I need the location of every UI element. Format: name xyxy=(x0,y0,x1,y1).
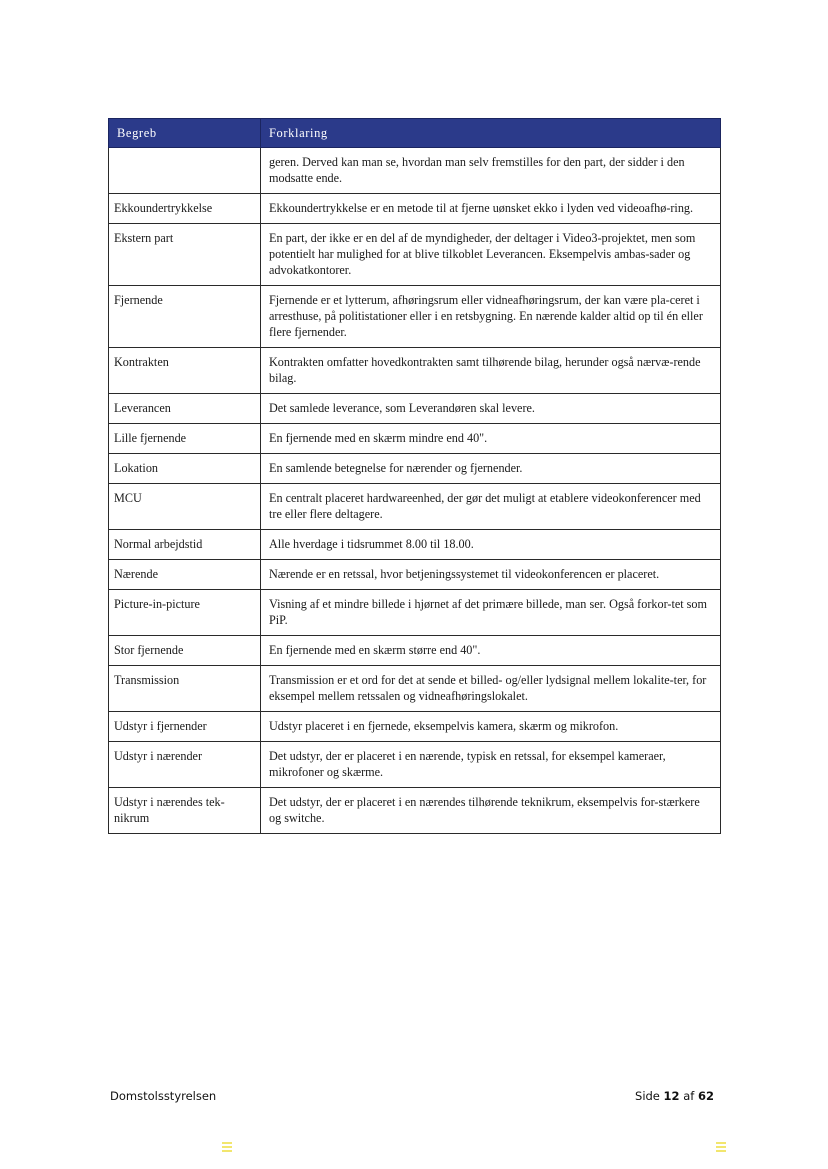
term-cell: Udstyr i fjernender xyxy=(109,712,261,742)
page-separator: af xyxy=(683,1089,695,1103)
table-row xyxy=(109,424,721,454)
definition-cell: En samlende betegnelse for nærender og fjernender. xyxy=(261,454,721,484)
definition-cell: Det samlede leverance, som Leverandøren skal levere. xyxy=(261,394,721,424)
term-cell: Stor fjernende xyxy=(109,636,261,666)
term-cell: Picture-in-picture xyxy=(109,590,261,636)
table-row xyxy=(109,666,721,712)
definition-cell: Kontrakten omfatter hovedkontrakten samt tilhørende bilag, herunder også nærvæ-rende bilag. xyxy=(261,348,721,394)
table-row xyxy=(109,742,721,788)
header-term: Begreb xyxy=(109,119,261,148)
footer-page-indicator xyxy=(635,1089,714,1103)
table-row xyxy=(109,590,721,636)
definition-cell: Fjernende er et lytterum, afhøringsrum eller vidneafhøringsrum, der kan være pla-ceret i arresthuse, på politistationer eller i en retsbygning. En nærende kalder altid op til én eller flere fjernender. xyxy=(261,286,721,348)
glossary-table xyxy=(108,118,721,834)
glossary-body xyxy=(109,148,721,834)
term-cell: Transmission xyxy=(109,666,261,712)
table-row xyxy=(109,484,721,530)
table-row xyxy=(109,348,721,394)
term-cell: Ekstern part xyxy=(109,224,261,286)
definition-cell: Det udstyr, der er placeret i en nærende, typisk en retssal, for eksempel kameraer, mikrofoner og skærme. xyxy=(261,742,721,788)
term-cell: Leverancen xyxy=(109,394,261,424)
table-row xyxy=(109,560,721,590)
term-cell: Lille fjernende xyxy=(109,424,261,454)
table-row xyxy=(109,712,721,742)
definition-cell: En fjernende med en skærm mindre end 40". xyxy=(261,424,721,454)
margin-mark-icon xyxy=(222,1142,232,1156)
footer-organization: Domstolsstyrelsen xyxy=(110,1089,217,1103)
term-cell: Lokation xyxy=(109,454,261,484)
table-row xyxy=(109,636,721,666)
page-total: 62 xyxy=(697,1089,714,1103)
header-definition: Forklaring xyxy=(261,119,721,148)
term-cell xyxy=(109,148,261,194)
definition-cell: Transmission er et ord for det at sende et billed- og/eller lydsignal mellem lokalite-ter, for eksempel mellem retssalen og vidneafhøringslokalet. xyxy=(261,666,721,712)
table-row xyxy=(109,194,721,224)
glossary-header xyxy=(109,119,721,148)
definition-cell: Alle hverdage i tidsrummet 8.00 til 18.00. xyxy=(261,530,721,560)
term-cell: MCU xyxy=(109,484,261,530)
term-cell: Normal arbejdstid xyxy=(109,530,261,560)
term-cell: Udstyr i nærender xyxy=(109,742,261,788)
term-cell: Udstyr i nærendes tek-nikrum xyxy=(109,788,261,834)
table-row xyxy=(109,224,721,286)
definition-cell: En part, der ikke er en del af de myndigheder, der deltager i Video3-projektet, men som potentielt har mulighed for at blive tilkoblet Leverancen. Eksempelvis ambas-sader og advokatkontorer. xyxy=(261,224,721,286)
table-row xyxy=(109,148,721,194)
page-number: 12 xyxy=(663,1089,680,1103)
table-row xyxy=(109,454,721,484)
definition-cell: En centralt placeret hardwareenhed, der gør det muligt at etablere videokonferencer med tre eller flere deltagere. xyxy=(261,484,721,530)
term-cell: Kontrakten xyxy=(109,348,261,394)
header-row xyxy=(109,119,721,148)
table-row xyxy=(109,394,721,424)
definition-cell: Udstyr placeret i en fjernede, eksempelvis kamera, skærm og mikrofon. xyxy=(261,712,721,742)
page-prefix: Side xyxy=(635,1089,660,1103)
definition-cell: Nærende er en retssal, hvor betjeningssystemet til videokonferencen er placeret. xyxy=(261,560,721,590)
term-cell: Ekkoundertrykkelse xyxy=(109,194,261,224)
margin-mark-icon xyxy=(716,1142,726,1156)
term-cell: Nærende xyxy=(109,560,261,590)
table-row xyxy=(109,286,721,348)
table-row xyxy=(109,530,721,560)
term-cell: Fjernende xyxy=(109,286,261,348)
definition-cell: Det udstyr, der er placeret i en nærendes tilhørende teknikrum, eksempelvis for-stærkere og switche. xyxy=(261,788,721,834)
definition-cell: En fjernende med en skærm større end 40". xyxy=(261,636,721,666)
table-row xyxy=(109,788,721,834)
definition-cell: geren. Derved kan man se, hvordan man selv fremstilles for den part, der sidder i den modsatte ende. xyxy=(261,148,721,194)
definition-cell: Visning af et mindre billede i hjørnet af det primære billede, man ser. Også forkor-tet som PiP. xyxy=(261,590,721,636)
definition-cell: Ekkoundertrykkelse er en metode til at fjerne uønsket ekko i lyden ved videoafhø-ring. xyxy=(261,194,721,224)
